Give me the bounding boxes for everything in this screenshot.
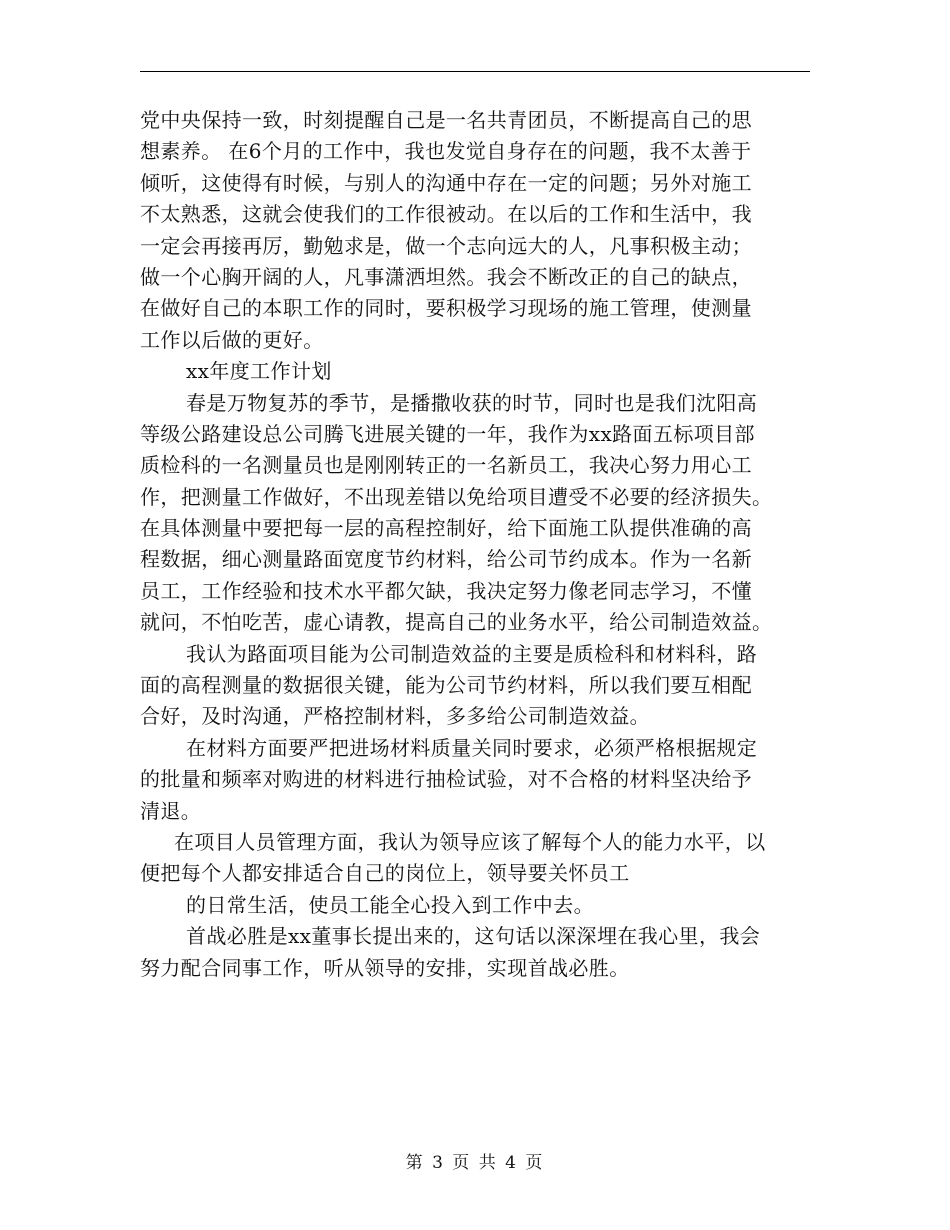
- text-line: 倾听，这使得有时候，与别人的沟通中存在一定的问题；另外对施工: [140, 170, 752, 195]
- document-body: [140, 105, 812, 984]
- text-line: 清退。: [140, 798, 202, 823]
- text-line: 做一个心胸开阔的人，凡事潇洒坦然。我会不断改正的自己的缺点，: [140, 264, 752, 289]
- text-line: 不太熟悉，这就会使我们的工作很被动。在以后的工作和生活中，我: [140, 202, 752, 227]
- text-line: 在项目人员管理方面，我认为领导应该了解每个人的能力水平，以: [174, 829, 766, 854]
- text-line: 作，把测量工作做好，不出现差错以免给项目遭受不必要的经济损失。: [140, 484, 773, 509]
- text-line: 努力配合同事工作，听从领导的安排，实现首战必胜。: [140, 955, 630, 980]
- text-line: 程数据，细心测量路面宽度节约材料，给公司节约成本。作为一名新: [140, 547, 752, 572]
- text-line: 等级公路建设总公司腾飞进展关键的一年，我作为xx路面五标项目部: [140, 421, 755, 446]
- text-line: 在材料方面要严把进场材料质量关同时要求，必须严格根据规定: [186, 735, 758, 760]
- text-line: 员工，工作经验和技术水平都欠缺，我决定努力像老同志学习，不懂: [140, 578, 752, 603]
- text-line: 在具体测量中要把每一层的高程控制好，给下面施工队提供准确的高: [140, 516, 752, 541]
- text-line: 的批量和频率对购进的材料进行抽检试验，对不合格的材料坚决给予: [140, 767, 752, 792]
- text-line: 党中央保持一致，时刻提醒自己是一名共青团员，不断提高自己的思: [140, 108, 752, 132]
- text-line: 面的高程测量的数据很关键，能为公司节约材料，所以我们要互相配: [140, 673, 752, 698]
- text-line: 春是万物复苏的季节，是播撒收获的时节，同时也是我们沈阳高: [186, 390, 758, 415]
- text-line: 我认为路面项目能为公司制造效益的主要是质检科和材料科，路: [186, 641, 758, 666]
- text-line: 质检科的一名测量员也是刚刚转正的一名新员工，我决心努力用心工: [140, 453, 752, 478]
- text-line: 想素养。 在6个月的工作中，我也发觉自身存在的问题，我不太善于: [140, 139, 752, 164]
- text-line: 工作以后做的更好。: [140, 327, 324, 352]
- text-line: 就问，不怕吃苦，虚心请教，提高自己的业务水平，给公司制造效益。: [140, 610, 773, 635]
- text-line: 一定会再接再厉，勤勉求是，做一个志向远大的人，凡事积极主动；: [140, 233, 752, 258]
- text-line: 的日常生活，使员工能全心投入到工作中去。: [186, 892, 594, 917]
- text-line: 首战必胜是xx董事长提出来的，这句话以深深埋在我心里，我会: [186, 924, 761, 949]
- text-line: 合好，及时沟通，严格控制材料，多多给公司制造效益。: [140, 704, 650, 729]
- text-line: 便把每个人都安排适合自己的岗位上，领导要关怀员工: [140, 861, 630, 886]
- text-line: 在做好自己的本职工作的同时，要积极学习现场的施工管理，使测量: [140, 296, 752, 321]
- text-line: xx年度工作计划: [186, 359, 332, 384]
- page-footer: 第 3 页 共 4 页: [405, 1153, 545, 1173]
- header-rule: [140, 71, 810, 72]
